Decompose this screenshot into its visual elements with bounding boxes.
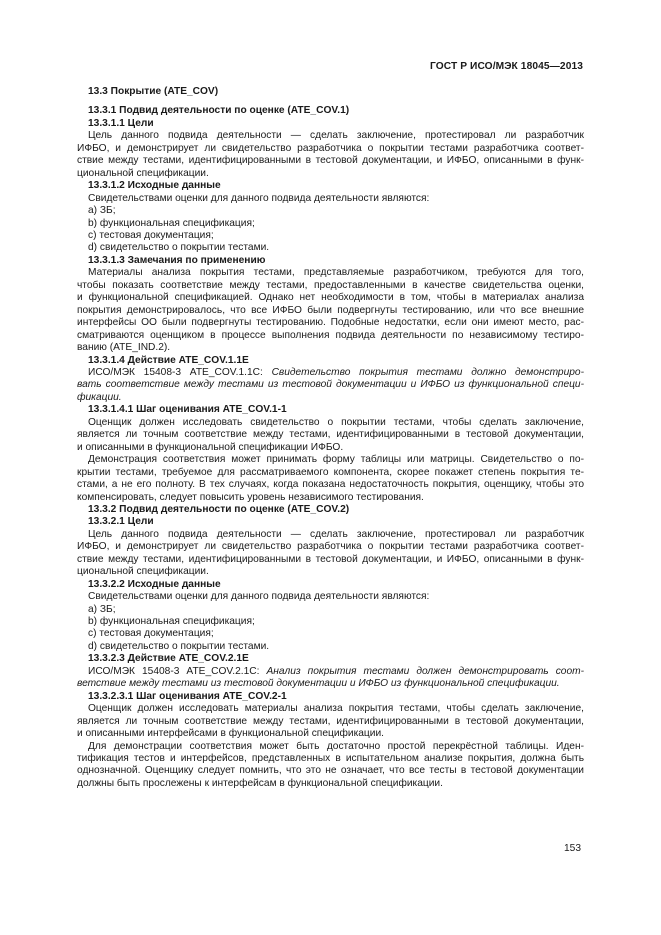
requirement-text: фикации. xyxy=(77,391,122,403)
paragraph-line xyxy=(77,678,584,690)
paragraph-line: Цель данного подвида деятельности — сделать заключение, протестировал ли разработчик xyxy=(88,528,584,540)
requirement-text: ветствие между тестами из тестовой документации и ИФБО из функциональной спецификации. xyxy=(77,678,560,690)
paragraph-line: ИФБО, и демонстрирует ли свидетельство разработчика о покрытии тестами разработчика соответ- xyxy=(77,541,584,553)
paragraph-line: циональной спецификации. xyxy=(77,566,209,578)
paragraph-line: стами, а не его полноту. В тех случаях, когда показана недостаточность покрытия, оценщику, чтобы это xyxy=(77,479,584,491)
requirement-reference: ИСО/МЭК 15408-3 ATE_COV.2.1C: xyxy=(88,665,267,677)
requirement-paragraph xyxy=(77,666,584,691)
paragraph-line: Для демонстрации соответствия может быть достаточно простой перекрёстной таблицы. Иден- xyxy=(88,740,584,752)
list-item: d) свидетельство о покрытии тестами. xyxy=(88,242,270,254)
paragraph-line: Демонстрация соответствия может принимать форму таблицы или матрицы. Свидетельство о по- xyxy=(88,454,584,466)
section-heading: 13.3.1.2 Исходные данные xyxy=(88,180,221,192)
paragraph xyxy=(77,741,584,791)
paragraph-line: тификация тестов и интерфейсов, представленных в испытательном анализе покрытия, должна быть xyxy=(77,753,584,765)
paragraph-line: и функциональной спецификацией. Однако нет необходимости в том, чтобы в материалах анализа xyxy=(77,292,584,304)
requirement-reference: ИСО/МЭК 15408-3 ATE_COV.1.1C: xyxy=(88,366,272,378)
requirement-paragraph xyxy=(77,367,584,404)
paragraph-line: покрытия демонстрировалось, что все ИФБО были подвергнуты тестированию, или что все внешние xyxy=(77,304,584,316)
paragraph-line: интерфейсы ОО были подвергнуты тестированию. Подобные недостатки, если они имеют место, рас- xyxy=(77,317,584,329)
list-item: c) тестовая документация; xyxy=(88,229,214,241)
section-heading: 13.3.2.1 Цели xyxy=(88,516,154,528)
paragraph xyxy=(77,591,584,603)
list-item: a) ЗБ; xyxy=(88,603,116,615)
paragraph-line xyxy=(77,392,584,404)
list-item: b) функциональная спецификация; xyxy=(88,217,255,229)
section-heading: 13.3.2.3 Действие ATE_COV.2.1E xyxy=(88,653,249,665)
page-number: 153 xyxy=(564,843,581,854)
paragraph-line: является ли точным соответствие между тестами, идентифицированными в тестовой документации, xyxy=(77,429,584,441)
paragraph-line: ствие между тестами, идентифицированными в тестовой документации, и ИФБО, описанными в функ- xyxy=(77,553,584,565)
list-item: b) функциональная спецификация; xyxy=(88,616,255,628)
section-heading: 13.3.2 Подвид деятельности по оценке (ATE_COV.2) xyxy=(88,503,350,515)
paragraph-line: ИФБО, и демонстрирует ли свидетельство разработчика о покрытии тестами разработчика соответ- xyxy=(77,142,584,154)
paragraph xyxy=(77,703,584,740)
paragraph-line: компенсировать, следует повысить уровень независимого тестирования. xyxy=(77,491,424,503)
paragraph xyxy=(77,130,584,180)
document-body xyxy=(77,86,584,790)
paragraph-line: крытии тестами, требуемое для рассматриваемого компонента, скорее покажет степень покрытия те- xyxy=(77,466,584,478)
paragraph xyxy=(77,454,584,504)
paragraph-line: является ли точным соответствие между тестами, идентифицированными в тестовой документации, xyxy=(77,715,584,727)
paragraph-line: сматриваются оценщиком в процессе выполнения подвида деятельности по независимому тестиро- xyxy=(77,329,584,341)
paragraph-line: и описанными интерфейсами в функциональной спецификации. xyxy=(77,728,384,740)
paragraph-line xyxy=(77,379,584,391)
paragraph-line: однозначной. Оценщику следует помнить, что это не означает, что все тесты в тестовой документации xyxy=(77,765,584,777)
section-heading: 13.3.1.3 Замечания по применению xyxy=(88,254,266,266)
list-item: c) тестовая документация; xyxy=(88,628,214,640)
paragraph-line: циональной спецификации. xyxy=(77,167,209,179)
paragraph-line: Свидетельствами оценки для данного подвида деятельности являются: xyxy=(88,192,430,204)
section-heading: 13.3.2.2 Исходные данные xyxy=(88,578,221,590)
requirement-text: Анализ покрытия тестами должен демонстрировать соот- xyxy=(266,665,585,677)
paragraph xyxy=(77,267,584,354)
paragraph-line: Материалы анализа покрытия тестами, представляемые разработчиком, требуются для того, xyxy=(88,267,584,279)
requirement-text: вать соответствие между тестами из тестовой документации и ИФБО из функциональной специ- xyxy=(77,379,584,391)
requirement-text: Свидетельство покрытия тестами должно демонстриро- xyxy=(271,366,584,378)
section-heading: 13.3.1 Подвид деятельности по оценке (ATE_COV.1) xyxy=(88,105,350,117)
paragraph-line xyxy=(77,666,584,678)
paragraph-line: Свидетельствами оценки для данного подвида деятельности являются: xyxy=(88,591,430,603)
paragraph-line: должны быть прослежены к интерфейсам в функциональной спецификации. xyxy=(77,777,443,789)
paragraph-line: Цель данного подвида деятельности — сделать заключение, протестировал ли разработчик xyxy=(88,130,584,142)
paragraph xyxy=(77,417,584,454)
list-item: a) ЗБ; xyxy=(88,205,116,217)
paragraph-line: ванию (ATE_IND.2). xyxy=(77,342,171,354)
section-heading: 13.3.1.4.1 Шаг оценивания ATE_COV.1-1 xyxy=(88,404,287,416)
section-heading: 13.3.1.4 Действие ATE_COV.1.1E xyxy=(88,354,249,366)
paragraph-line xyxy=(77,367,584,379)
section-heading: 13.3.1.1 Цели xyxy=(88,117,154,129)
paragraph-line: ствие между тестами, идентифицированными в тестовой документации, и ИФБО, описанными в функ- xyxy=(77,155,584,167)
list-item: d) свидетельство о покрытии тестами. xyxy=(88,640,270,652)
paragraph xyxy=(77,193,584,205)
standard-header: ГОСТ Р ИСО/МЭК 18045—2013 xyxy=(430,61,583,72)
paragraph-line: и описанными в функциональной спецификации ИФБО. xyxy=(77,441,344,453)
paragraph-line: чтобы показать соответствие между тестами, предоставленными в качестве свидетельства оценки, xyxy=(77,279,584,291)
paragraph-line: Оценщик должен исследовать свидетельство о покрытии тестами, чтобы сделать заключение, xyxy=(88,416,584,428)
section-heading: 13.3.2.3.1 Шаг оценивания ATE_COV.2-1 xyxy=(88,690,287,702)
section-heading: 13.3 Покрытие (ATE_COV) xyxy=(88,86,219,97)
paragraph-line: Оценщик должен исследовать материалы анализа покрытия тестами, чтобы сделать заключение, xyxy=(88,703,584,715)
paragraph xyxy=(77,529,584,579)
